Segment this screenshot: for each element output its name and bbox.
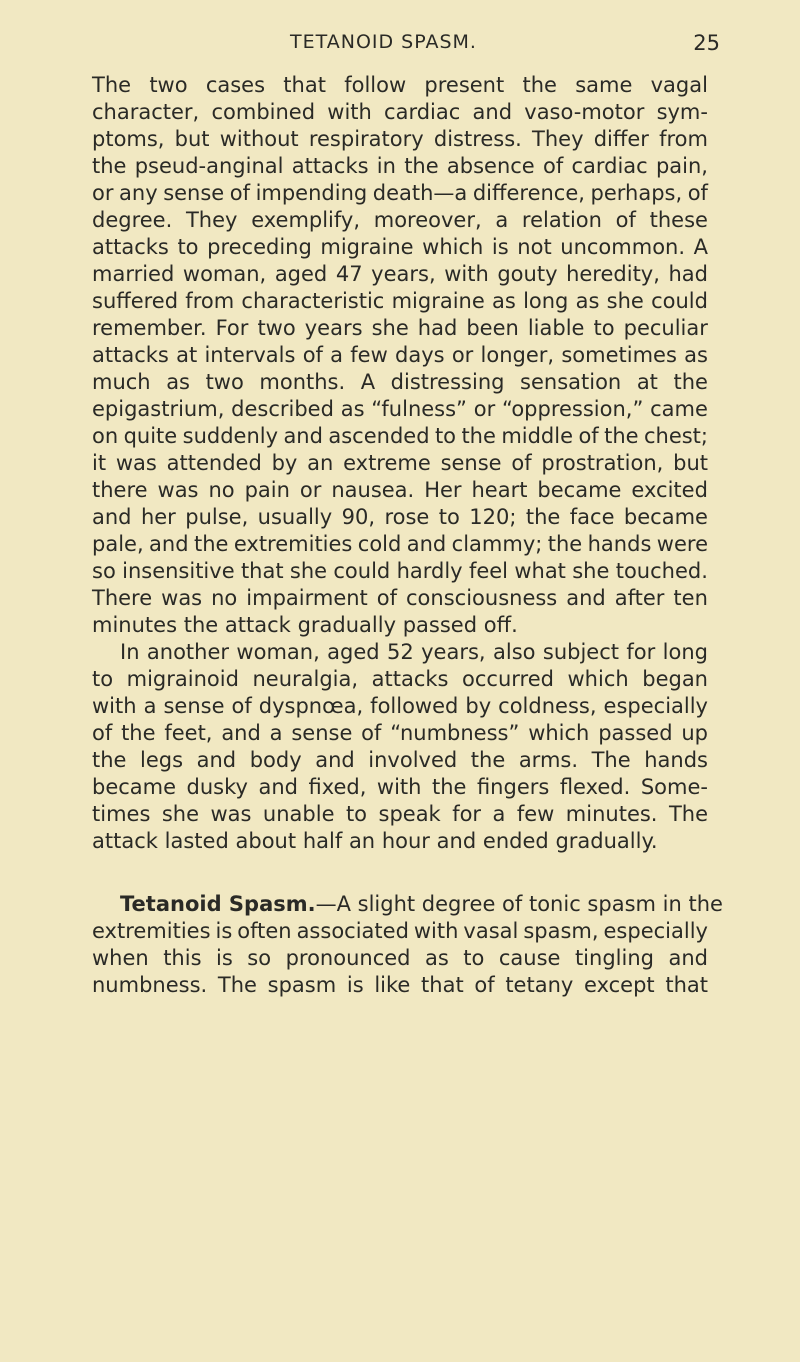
page-number: 25 [693, 31, 720, 55]
text-line: minutes the attack gradually passed off. [92, 613, 518, 637]
running-head [92, 31, 720, 61]
text-line: There was no impairment of consciousness and after ten [92, 586, 708, 610]
text-line: became dusky and fixed, with the fingers flexed. Some- [92, 775, 708, 799]
text-line: married woman, aged 47 years, with gouty heredity, had [92, 262, 708, 286]
text-line: attack lasted about half an hour and ended gradually. [92, 829, 658, 853]
text-line: it was attended by an extreme sense of prostration, but [92, 451, 708, 475]
text-line: remember. For two years she had been liable to peculiar [92, 316, 708, 340]
text-line: ptoms, but without respiratory distress. They differ from [92, 127, 708, 151]
text-line: The two cases that follow present the same vagal [92, 73, 708, 97]
text-line: attacks at intervals of a few days or longer, sometimes as [92, 343, 708, 367]
text-line: so insensitive that she could hardly feel what she touched. [92, 559, 708, 583]
text-line: or any sense of impending death—a difference, perhaps, of [92, 181, 708, 205]
text-line: there was no pain or nausea. Her heart became excited [92, 478, 708, 502]
section-first-line-text: —A slight degree of tonic spasm in the [315, 892, 723, 916]
text-line: of the feet, and a sense of “numbness” which passed up [92, 721, 708, 745]
text-line: numbness. The spasm is like that of tetany except that [92, 973, 708, 997]
text-line: In another woman, aged 52 years, also subject for long [120, 640, 708, 664]
text-line: attacks to preceding migraine which is not uncommon. A [92, 235, 708, 259]
section-heading: Tetanoid Spasm. [120, 892, 316, 916]
text-line: when this is so pronounced as to cause tingling and [92, 946, 708, 970]
text-line: the legs and body and involved the arms. The hands [92, 748, 708, 772]
section-gap [92, 855, 708, 891]
text-line: and her pulse, usually 90, rose to 120; the face became [92, 505, 708, 529]
body-text [92, 72, 723, 999]
text-line: much as two months. A distressing sensation at the [92, 370, 708, 394]
text-line: on quite suddenly and ascended to the middle of the chest; [92, 424, 708, 448]
text-line: degree. They exemplify, moreover, a relation of these [92, 208, 708, 232]
section-first-line [92, 891, 723, 918]
text-line: the pseud-anginal attacks in the absence of cardiac pain, [92, 154, 708, 178]
text-line: suffered from characteristic migraine as long as she could [92, 289, 708, 313]
text-line: times she was unable to speak for a few minutes. The [92, 802, 708, 826]
text-line: character, combined with cardiac and vaso-motor sym- [92, 100, 708, 124]
text-line: pale, and the extremities cold and clammy; the hands were [92, 532, 708, 556]
text-line: extremities is often associated with vasal spasm, especially [92, 919, 708, 943]
text-line: to migrainoid neuralgia, attacks occurred which began [92, 667, 708, 691]
text-line: with a sense of dyspnœa, followed by coldness, especially [92, 694, 708, 718]
running-title: TETANOID SPASM. [290, 31, 477, 53]
text-line: epigastrium, described as “fulness” or “oppression,” came [92, 397, 708, 421]
